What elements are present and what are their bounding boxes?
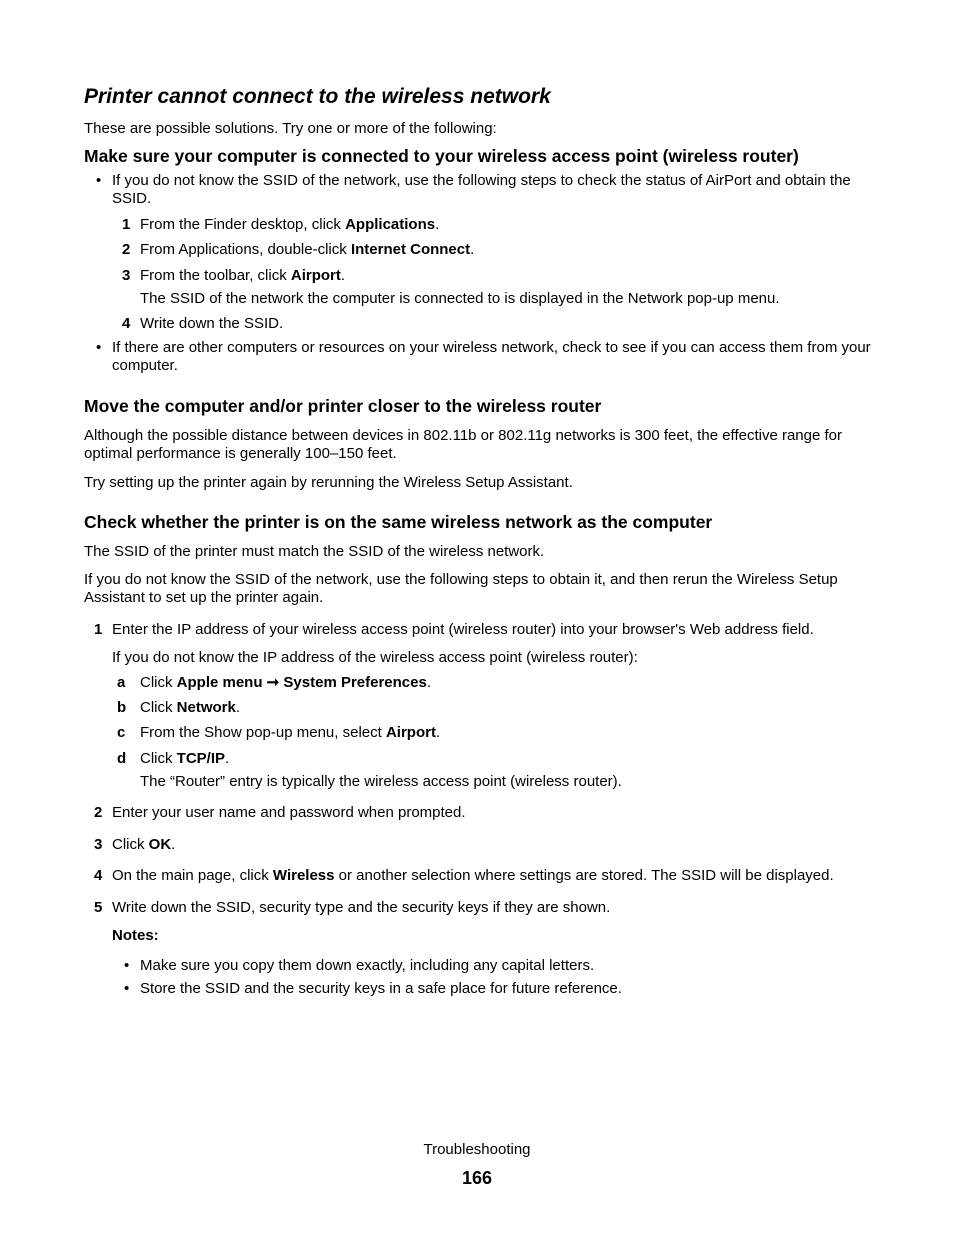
section3-substep-c <box>117 724 440 742</box>
bullet-icon: • <box>124 957 130 974</box>
step-number: 4 <box>94 867 103 884</box>
step-text: Write down the SSID. <box>140 315 284 332</box>
step-text: Write down the SSID, security type and the security keys if they are shown. <box>112 899 611 916</box>
note-item-2 <box>124 980 864 998</box>
section1-step-3 <box>122 267 345 285</box>
substep-text: Click Apple menu ➞ System Preferences. <box>140 674 432 691</box>
substep-letter: b <box>117 699 127 716</box>
section3-step-1 <box>94 621 814 639</box>
step-text: From the toolbar, click Airport. <box>140 267 346 284</box>
section1-step-4 <box>122 315 283 333</box>
step-text: Enter the IP address of your wireless access point (wireless router) into your browser's Web address field. <box>112 621 814 638</box>
bullet-text: If you do not know the SSID of the network, use the following steps to check the status of AirPort and obtain the SSID. <box>112 172 851 207</box>
note-text: Store the SSID and the security keys in a safe place for future reference. <box>140 980 622 997</box>
section2-paragraph-2: Try setting up the printer again by rerunning the Wireless Setup Assistant. <box>84 474 573 491</box>
substep-letter: d <box>117 750 127 767</box>
substep-letter: a <box>117 674 126 691</box>
substep-text: From the Show pop-up menu, select Airport. <box>140 724 441 741</box>
notes-label: Notes: <box>112 927 159 944</box>
substep-text: Click Network. <box>140 699 241 716</box>
section3-substep-d <box>117 750 229 768</box>
section3-step-3 <box>94 836 175 854</box>
step-number: 3 <box>94 836 103 853</box>
step-number: 4 <box>122 315 131 332</box>
section3-paragraph-1: The SSID of the printer must match the SSID of the wireless network. <box>84 543 545 560</box>
section3-step-1-note: If you do not know the IP address of the wireless access point (wireless router): <box>112 649 638 666</box>
section1-bullet-2 <box>96 339 874 375</box>
step-number: 2 <box>94 804 103 821</box>
section1-step-2 <box>122 241 474 259</box>
step-number: 1 <box>122 216 131 233</box>
substep-letter: c <box>117 724 126 741</box>
step-number: 2 <box>122 241 131 258</box>
section3-step-4 <box>94 867 834 885</box>
section3-step-2 <box>94 804 466 822</box>
bullet-icon: • <box>124 980 130 997</box>
bullet-icon: • <box>96 339 102 356</box>
step-text: Click OK. <box>112 836 176 853</box>
step-text: From the Finder desktop, click Applications. <box>140 216 440 233</box>
note-item-1 <box>124 957 864 975</box>
note-text: Make sure you copy them down exactly, including any capital letters. <box>140 957 595 974</box>
footer-section-name: Troubleshooting <box>423 1141 531 1158</box>
page-title: Printer cannot connect to the wireless network <box>84 85 551 108</box>
step-number: 3 <box>122 267 131 284</box>
bullet-text: If there are other computers or resources on your wireless network, check to see if you can access them from your computer. <box>112 339 871 374</box>
section3-step-5 <box>94 899 610 917</box>
section3-heading: Check whether the printer is on the same wireless network as the computer <box>84 512 713 532</box>
step-number: 1 <box>94 621 103 638</box>
section2-heading: Move the computer and/or printer closer to the wireless router <box>84 396 602 416</box>
page-number: 166 <box>461 1168 493 1188</box>
section2-paragraph-1: Although the possible distance between devices in 802.11b or 802.11g networks is 300 feet, the effective range for optimal performance is generally 100–150 feet. <box>84 427 842 462</box>
section3-substep-a <box>117 674 431 692</box>
step-text: Enter your user name and password when prompted. <box>112 804 466 821</box>
bullet-icon: • <box>96 172 102 189</box>
intro-text: These are possible solutions. Try one or more of the following: <box>84 120 497 137</box>
step-text: On the main page, click Wireless or another selection where settings are stored. The SSID will be displayed. <box>112 867 834 884</box>
step-text: From Applications, double-click Internet Connect. <box>140 241 475 258</box>
substep-text: Click TCP/IP. <box>140 750 230 767</box>
step-number: 5 <box>94 899 103 916</box>
section3-paragraph-2: If you do not know the SSID of the network, use the following steps to obtain it, and then rerun the Wireless Setup Assistant to set up the printer again. <box>84 571 838 606</box>
section1-step-3-note: The SSID of the network the computer is connected to is displayed in the Network pop-up menu. <box>140 290 780 307</box>
section3-substep-d-note: The “Router” entry is typically the wireless access point (wireless router). <box>140 773 622 790</box>
section1-step-1 <box>122 216 439 234</box>
section1-bullet-1 <box>96 172 874 208</box>
section1-heading: Make sure your computer is connected to your wireless access point (wireless router) <box>84 146 799 166</box>
section3-substep-b <box>117 699 240 717</box>
